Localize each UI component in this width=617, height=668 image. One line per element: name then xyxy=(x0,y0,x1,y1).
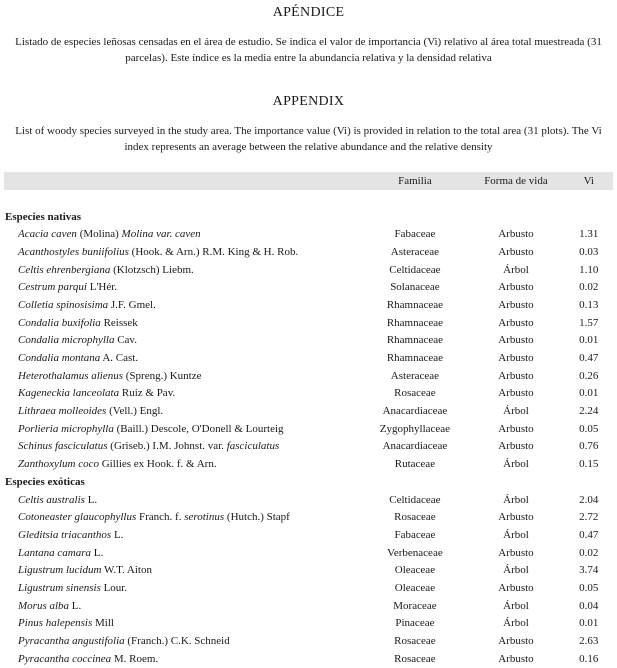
header-forma-de-vida: Forma de vida xyxy=(467,172,564,190)
familia-cell: Pinaceae xyxy=(395,617,435,630)
forma-de-vida-cell: Arbusto xyxy=(498,440,534,453)
vi-cell: 0.02 xyxy=(579,281,599,294)
vi-cell: 2.72 xyxy=(579,511,599,524)
vi-cell: 0.15 xyxy=(579,458,599,471)
forma-de-vida-cell: Árbol xyxy=(503,528,529,541)
forma-de-vida-cell: Arbusto xyxy=(498,652,534,665)
scientific-name: Lithraea molleoides xyxy=(18,405,107,418)
forma-de-vida-cell: Árbol xyxy=(503,493,529,506)
authority: (Griseb.) I.M. Johnst. var. xyxy=(107,440,227,453)
vi-cell: 0.01 xyxy=(579,387,599,400)
table-header-row xyxy=(4,172,613,190)
vi-cell: 2.04 xyxy=(579,493,599,506)
apendice-caption: Listado de especies leñosas censadas en el área de estudio. Se indica el valor de importancia (Vi) relativo al área total muestreada (31 parcelas). Este índice es la media entre la abundancia relativa y la densidad relativa xyxy=(15,36,602,64)
forma-de-vida-cell: Arbusto xyxy=(498,422,534,435)
authority: L'Hér. xyxy=(86,281,118,294)
vi-cell: 2.24 xyxy=(579,405,599,418)
appendix-title: APPENDIX xyxy=(272,94,345,109)
table-row xyxy=(4,314,613,332)
scientific-name: Ligustrum lucidum xyxy=(18,564,102,577)
scientific-name: Porlieria microphylla xyxy=(18,422,114,435)
vi-cell: 0.05 xyxy=(579,422,599,435)
familia-cell: Solanaceae xyxy=(390,281,440,294)
species-name xyxy=(4,278,362,296)
scientific-name: Condalia microphylla xyxy=(18,334,115,347)
scientific-name: Pyracantha angustifolia xyxy=(18,635,125,648)
species-table xyxy=(4,172,613,668)
section-native xyxy=(4,208,613,226)
scientific-name: Lantana camara xyxy=(18,546,92,559)
scientific-name: Heterothalamus alienus xyxy=(18,369,123,382)
species-name xyxy=(4,225,362,243)
vi-cell: 0.03 xyxy=(579,245,599,258)
authority: A. Cast. xyxy=(100,352,139,365)
vi-cell: 1.31 xyxy=(579,228,599,241)
species-name xyxy=(4,544,362,562)
vi-cell: 1.10 xyxy=(579,263,599,276)
forma-de-vida-cell: Arbusto xyxy=(498,281,534,294)
table-row xyxy=(4,278,613,296)
familia-cell: Moraceae xyxy=(393,599,437,612)
forma-de-vida-cell: Arbusto xyxy=(498,298,534,311)
vi-cell: 3.74 xyxy=(579,564,599,577)
infraspecific-name: serotinus xyxy=(184,511,225,524)
table-row xyxy=(4,455,613,473)
familia-cell: Fabaceae xyxy=(394,228,436,241)
forma-de-vida-cell: Arbusto xyxy=(498,546,534,559)
forma-de-vida-cell: Arbusto xyxy=(498,369,534,382)
infraspecific-authority: (Hutch.) Stapf xyxy=(224,511,290,524)
familia-cell: Rhamnaceae xyxy=(386,334,444,347)
scientific-name: Zanthoxylum coco xyxy=(18,458,99,471)
apendice-title: APÉNDICE xyxy=(272,5,345,20)
familia-cell: Rosaceae xyxy=(394,511,436,524)
scientific-name: Colletia spinosisima xyxy=(18,298,109,311)
forma-de-vida-cell: Arbusto xyxy=(498,352,534,365)
familia-cell: Oleaceae xyxy=(394,581,436,594)
vi-cell: 0.05 xyxy=(579,581,599,594)
scientific-name: Condalia montana xyxy=(18,352,101,365)
table-row xyxy=(4,597,613,615)
species-name xyxy=(4,367,362,385)
species-name xyxy=(4,579,362,597)
forma-de-vida-cell: Árbol xyxy=(503,599,529,612)
table-row xyxy=(4,438,613,456)
header-familia: Familia xyxy=(362,172,467,190)
familia-cell: Oleaceae xyxy=(394,564,436,577)
scientific-name: Acanthostyles buniifolius xyxy=(18,245,129,258)
species-name xyxy=(4,402,362,420)
vi-cell: 2.63 xyxy=(579,635,599,648)
species-name xyxy=(4,438,362,456)
forma-de-vida-cell: Árbol xyxy=(503,617,529,630)
scientific-name: Pinus halepensis xyxy=(18,617,93,630)
vi-cell: 0.04 xyxy=(579,599,599,612)
table-row xyxy=(4,615,613,633)
table-row xyxy=(4,402,613,420)
forma-de-vida-cell: Árbol xyxy=(503,263,529,276)
species-name xyxy=(4,632,362,650)
familia-cell: Celtidaceae xyxy=(389,263,441,276)
authority: Cav. xyxy=(114,334,137,347)
scientific-name: Pyracantha coccinea xyxy=(18,652,112,665)
forma-de-vida-cell: Árbol xyxy=(503,564,529,577)
scientific-name: Celtis australis xyxy=(18,493,85,506)
species-name xyxy=(4,385,362,403)
scientific-name: Schinus fasciculatus xyxy=(18,440,108,453)
table-row xyxy=(4,526,613,544)
authority: Franch. f. xyxy=(136,511,185,524)
familia-cell: Rosaceae xyxy=(394,387,436,400)
forma-de-vida-cell: Arbusto xyxy=(498,511,534,524)
authority: (Spreng.) Kuntze xyxy=(123,369,202,382)
familia-cell: Rosaceae xyxy=(394,652,436,665)
forma-de-vida-cell: Árbol xyxy=(503,458,529,471)
scientific-name: Ligustrum sinensis xyxy=(18,581,101,594)
table-row xyxy=(4,332,613,350)
section-label: Especies exóticas xyxy=(5,475,85,488)
familia-cell: Asteraceae xyxy=(390,369,440,382)
authority: Reissek xyxy=(100,316,138,329)
authority: Gillies ex Hook. f. & Arn. xyxy=(98,458,217,471)
scientific-name: Cestrum parqui xyxy=(18,281,87,294)
authority: (Franch.) C.K. Schneid xyxy=(124,635,230,648)
familia-cell: Rosaceae xyxy=(394,635,436,648)
familia-cell: Rhamnaceae xyxy=(386,352,444,365)
species-name xyxy=(4,296,362,314)
forma-de-vida-cell: Arbusto xyxy=(498,245,534,258)
table-row xyxy=(4,349,613,367)
scientific-name: Acacia caven xyxy=(18,228,77,241)
table-row xyxy=(4,296,613,314)
familia-cell: Zygophyllaceae xyxy=(379,422,451,435)
species-name xyxy=(4,261,362,279)
authority: M. Roem. xyxy=(111,652,159,665)
species-name xyxy=(4,420,362,438)
table-row xyxy=(4,261,613,279)
familia-cell: Rutaceae xyxy=(394,458,436,471)
table-row xyxy=(4,225,613,243)
vi-cell: 0.01 xyxy=(579,617,599,630)
header-vi: Vi xyxy=(565,172,613,190)
familia-cell: Fabaceae xyxy=(394,528,436,541)
table-row xyxy=(4,561,613,579)
forma-de-vida-cell: Arbusto xyxy=(498,334,534,347)
forma-de-vida-cell: Arbusto xyxy=(498,581,534,594)
species-name xyxy=(4,314,362,332)
scientific-name: Kageneckia lanceolata xyxy=(18,387,120,400)
species-name xyxy=(4,455,362,473)
species-name xyxy=(4,597,362,615)
authority: Mill xyxy=(92,617,114,630)
table-row xyxy=(4,508,613,526)
authority: (Hook. & Arn.) R.M. King & H. Rob. xyxy=(128,245,299,258)
forma-de-vida-cell: Arbusto xyxy=(498,635,534,648)
table-row xyxy=(4,650,613,668)
authority: (Molina) xyxy=(76,228,122,241)
scientific-name: Morus alba xyxy=(18,599,70,612)
scientific-name: Celtis ehrenbergiana xyxy=(18,263,111,276)
table-row xyxy=(4,491,613,509)
authority: L. xyxy=(69,599,82,612)
header-species xyxy=(4,172,362,190)
vi-cell: 0.26 xyxy=(579,369,599,382)
section-label: Especies nativas xyxy=(5,210,82,223)
species-name xyxy=(4,650,362,668)
authority: L. xyxy=(91,546,104,559)
infraspecific-name: fasciculatus xyxy=(226,440,280,453)
vi-cell: 0.47 xyxy=(579,528,599,541)
familia-cell: Anacardiaceae xyxy=(382,405,448,418)
table-row xyxy=(4,367,613,385)
section-exotic xyxy=(4,473,613,491)
authority: Lour. xyxy=(100,581,128,594)
forma-de-vida-cell: Arbusto xyxy=(498,228,534,241)
vi-cell: 0.13 xyxy=(579,298,599,311)
table-row xyxy=(4,243,613,261)
familia-cell: Verbenaceae xyxy=(387,546,443,559)
vi-cell: 0.47 xyxy=(579,352,599,365)
table-row xyxy=(4,385,613,403)
species-name xyxy=(4,561,362,579)
familia-cell: Rhamnaceae xyxy=(386,298,444,311)
forma-de-vida-cell: Arbusto xyxy=(498,387,534,400)
forma-de-vida-cell: Árbol xyxy=(503,405,529,418)
vi-cell: 0.16 xyxy=(579,652,599,665)
familia-cell: Rhamnaceae xyxy=(386,316,444,329)
vi-cell: 0.01 xyxy=(579,334,599,347)
table-row xyxy=(4,544,613,562)
species-name xyxy=(4,615,362,633)
species-name xyxy=(4,508,362,526)
infraspecific-name: Molina var. caven xyxy=(121,228,201,241)
authority: Ruiz & Pav. xyxy=(119,387,176,400)
scientific-name: Cotoneaster glaucophyllus xyxy=(18,511,137,524)
familia-cell: Anacardiaceae xyxy=(382,440,448,453)
species-name xyxy=(4,243,362,261)
familia-cell: Asteraceae xyxy=(390,245,440,258)
authority: L. xyxy=(111,528,124,541)
familia-cell: Celtidaceae xyxy=(389,493,441,506)
table-row xyxy=(4,632,613,650)
table-row xyxy=(4,420,613,438)
forma-de-vida-cell: Arbusto xyxy=(498,316,534,329)
species-name xyxy=(4,332,362,350)
vi-cell: 0.76 xyxy=(579,440,599,453)
species-name xyxy=(4,491,362,509)
authority: (Baill.) Descole, O'Donell & Lourteig xyxy=(113,422,284,435)
authority: W.T. Aiton xyxy=(101,564,152,577)
authority: (Vell.) Engl. xyxy=(106,405,164,418)
appendix-caption: List of woody species surveyed in the study area. The importance value (Vi) is provided in relation to the total area (31 plots). The Vi index represents an average between the relative abundance and the relative density xyxy=(15,125,602,153)
table-body xyxy=(4,190,613,668)
species-name xyxy=(4,349,362,367)
authority: L. xyxy=(84,493,98,506)
scientific-name: Gleditsia triacanthos xyxy=(18,528,112,541)
vi-cell: 1.57 xyxy=(579,316,599,329)
vi-cell: 0.02 xyxy=(579,546,599,559)
authority: (Klotzsch) Liebm. xyxy=(110,263,194,276)
scientific-name: Condalia buxifolia xyxy=(18,316,101,329)
table-row xyxy=(4,579,613,597)
species-name xyxy=(4,526,362,544)
authority: J.F. Gmel. xyxy=(108,298,156,311)
